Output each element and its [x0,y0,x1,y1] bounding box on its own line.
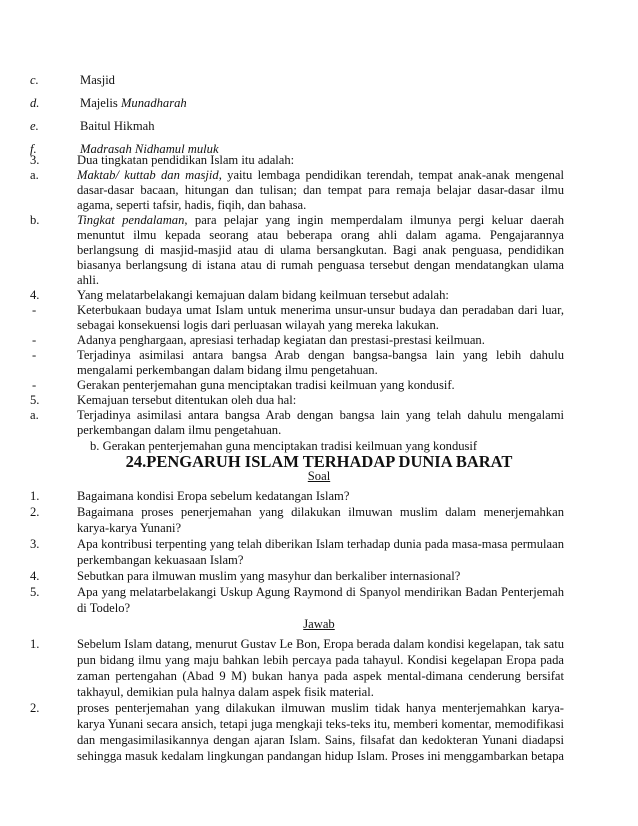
answer-line: sehingga masuk kedalam lingkungan pandangan hidup Islam. Proses ini menggambarkan betapa [77,749,564,763]
question-line: Sebutkan para ilmuwan muslim yang masyhur dan berkaliber internasional? [77,569,461,583]
paragraph-line: perkembangan dalam ilmu pengetahuan. [77,423,282,437]
item-number: 4. [30,288,40,302]
answer-line: zaman pertengahan (Abad 9 M) bukan hanya pada aspek mental-dimana cenderung bersifat [77,669,564,683]
paragraph-line: Terjadinya asimilasi antara bangsa Arab dengan bangsa-bangsa lain yang lebih dahulu [77,348,564,362]
question-line: Apa yang melatarbelakangi Uskup Agung Raymond di Spanyol mendirikan Badan Penterjemah [77,585,564,599]
answer-number: 1. [30,637,40,651]
question-number: 2. [30,505,40,519]
question-number: 4. [30,569,40,583]
paragraph-line: Dua tingkatan pendidikan Islam itu adalah: [77,153,295,167]
list-marker: c. [30,73,39,87]
paragraph-line: Kemajuan tersebut ditentukan oleh dua hal: [77,393,297,407]
section-heading: 24.PENGARUH ISLAM TERHADAP DUNIA BARAT [125,452,513,471]
paragraph-line: Terjadinya asimilasi antara bangsa Arab dengan bangsa lain yang telah dahulu mengalami [77,408,564,422]
paragraph-line: biasanya berlangsung di istana atau di rumah penguasa tersebut dengan mendatangkan ulama [77,258,564,272]
answer-line: takhayul, demikian pula halnya dalam aspek fisik material. [77,685,374,699]
paragraph-line: b. Gerakan penterjemahan guna menciptakan tradisi keilmuan yang kondusif [90,439,478,453]
item-marker: a. [30,168,39,182]
list-item: Masjid [80,73,115,87]
dash-marker: - [32,378,37,392]
dash-marker: - [32,348,37,362]
list-marker: f. [30,142,37,156]
paragraph-line: agama, seperti tafsir, hadis, fiqih, dan bahasa. [77,198,307,212]
list-item: Madrasah Nidhamul muluk [80,142,219,156]
paragraph-line: Yang melatarbelakangi kemajuan dalam bidang keilmuan tersebut adalah: [77,288,449,302]
item-marker: b. [30,213,40,227]
paragraph-line: menuntut ilmu kepada seorang atau beberapa orang ahli dalam agama. Pengajarannya [77,228,564,242]
paragraph-line: sebagai konsekuensi logis dari perluasan wilayah yang mereka lakukan. [77,318,439,332]
answer-line: karya Yunani secara ansich, tetapi juga mengkaji teks-teks itu, memberi komentar, memodifikasi [77,717,564,731]
list-item: Baitul Hikmah [80,119,155,133]
question-number: 1. [30,489,40,503]
paragraph-line: mengalami perkembangan dalam bidang ilmu pengetahuan. [77,363,378,377]
dash-marker: - [32,333,37,347]
answer-line: Sebelum Islam datang, menurut Gustav Le Bon, Eropa berada dalam kondisi kegelapan, tak satu [77,637,564,651]
jawab-label: Jawab [303,617,335,631]
paragraph-line: berlangsung di masjid-masjid atau di ulama bersangkutan. Bagi anak penguasa, pendidikan [77,243,564,257]
paragraph-line: Tingkat pendalaman, para pelajar yang ingin memperdalam ilmunya pergi keluar daerah [77,213,564,227]
question-line: Bagaimana proses penerjemahan yang dilakukan ilmuwan muslim dalam menerjemahkan [77,505,564,519]
answer-line: proses penterjemahan yang dilakukan ilmuwan muslim tidak hanya menterjemahkan karya- [77,701,564,715]
paragraph-line: Maktab/ kuttab dan masjid, yaitu lembaga pendidikan terendah, tempat anak-anak mengenal [77,168,565,182]
question-line: di Todelo? [77,601,131,615]
paragraph-line: ahli. [77,273,100,287]
dash-marker: - [32,303,37,317]
question-line: Bagaimana kondisi Eropa sebelum kedatangan Islam? [77,489,350,503]
paragraph-line: Adanya penghargaan, apresiasi terhadap kegiatan dan prestasi-prestasi keilmuan. [77,333,485,347]
answer-line: pun bidang ilmu yang maju bahkan lebih percaya pada tahayul. Kondisi kegelapan Eropa pada [77,653,564,667]
question-number: 5. [30,585,40,599]
answer-line: dan mengasimilasikannya dengan ajaran Islam. Sains, filsafat dan kedokteran Yunani diadapsi [77,733,564,747]
answer-number: 2. [30,701,40,715]
soal-label: Soal [307,469,331,483]
question-line: karya-karya Yunani? [77,521,182,535]
list-item: Majelis Munadharah [80,96,187,110]
list-marker: d. [30,96,40,110]
question-number: 3. [30,537,40,551]
paragraph-line: Keterbukaan budaya umat Islam untuk menerima unsur-unsur budaya dan peradaban dari luar, [77,303,564,317]
item-number: 3. [30,153,40,167]
list-marker: e. [30,119,39,133]
question-line: perkembangan kekuasaan Islam? [77,553,244,567]
item-number: 5. [30,393,40,407]
item-marker: a. [30,408,39,422]
paragraph-line: Gerakan penterjemahan guna menciptakan tradisi keilmuan yang kondusif. [77,378,455,392]
paragraph-line: dasar-dasar bacaan, hitungan dan tulisan; dan tempat para remaja belajar dasar-dasar ilmu [77,183,564,197]
question-line: Apa kontribusi terpenting yang telah diberikan Islam terhadap dunia pada masa-masa permulaan [77,537,564,551]
